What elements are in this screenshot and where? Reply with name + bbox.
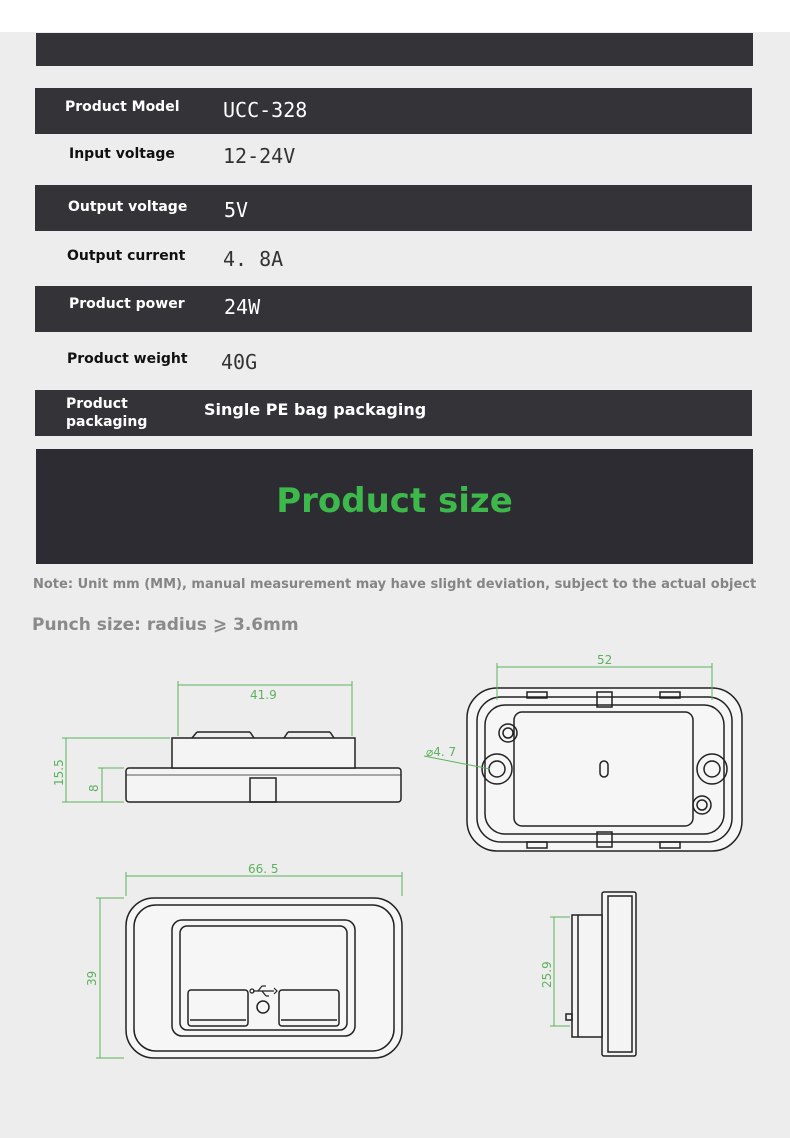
dim-front-width: 66. 5 [248,862,279,876]
spec-label: Product [66,396,128,412]
punch-size-note: Punch size: radius ⩾ 3.6mm [32,615,299,635]
dim-side-height: 15.5 [52,759,66,786]
dim-side-top-width: 41.9 [250,688,277,702]
front-view-drawing [126,898,402,1058]
spec-label: Product weight [67,351,188,367]
spec-value: 12-24V [223,144,296,168]
spec-label: Product power [69,296,185,312]
spec-value: 5V [224,198,249,222]
spec-label: Output voltage [68,199,188,215]
spec-value: UCC-328 [223,98,308,122]
side-view-drawing [126,732,401,802]
spec-label: packaging [66,414,148,430]
dim-side-base-height: 8 [87,784,101,792]
depth-view-drawing [566,892,636,1056]
spec-label: Output current [67,248,186,264]
spec-value: 40G [221,350,258,374]
dim-front-height: 39 [85,970,99,986]
spec-label: Product Model [65,99,180,115]
back-view-drawing [467,688,742,851]
dim-depth: 25.9 [540,961,554,988]
spec-value: 4. 8A [223,247,284,271]
spec-value: 24W [224,295,261,319]
spec-value: Single PE bag packaging [204,400,427,419]
measurement-note: Note: Unit mm (MM), manual measurement may have slight deviation, subject to the actual object [33,577,757,592]
dim-back-width: 52 [597,653,613,667]
product-size-title: Product size [276,481,513,521]
dim-hole-diameter: ⌀4. 7 [426,745,457,759]
spec-label: Input voltage [69,146,175,162]
